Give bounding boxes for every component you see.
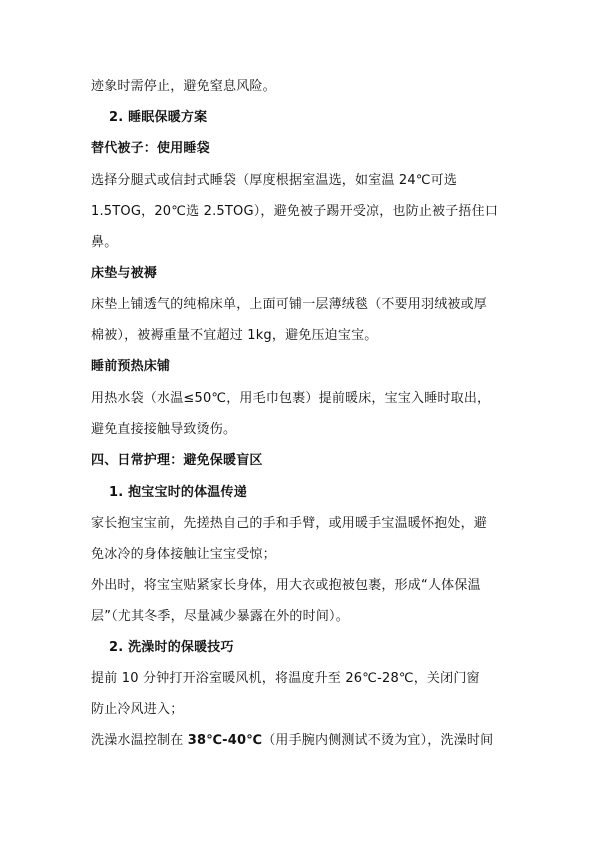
- section-heading: 2. 睡眠保暖方案: [109, 110, 208, 125]
- paragraph-line: [91, 733, 493, 749]
- section-heading: 1. 抱宝宝时的体温传递: [109, 485, 247, 500]
- section-heading: 四、日常护理：避免保暖盲区: [91, 453, 263, 468]
- text-run: （用手腕内侧测试不烫为宜），洗澡时间: [262, 733, 494, 748]
- paragraph-line: 家长抱宝宝前，先搓热自己的手和手臂，或用暖手宝温暖怀抱处，避: [91, 516, 488, 531]
- emphasized-temperature: 38℃-40℃: [187, 733, 263, 748]
- paragraph-line: 层”（尤其冬季，尽量减少暴露在外的时间）。: [91, 609, 349, 624]
- paragraph-line: 选择分腿式或信封式睡袋（厚度根据室温选，如室温 24℃可选: [91, 173, 458, 188]
- paragraph-line: 床垫上铺透气的纯棉床单，上面可铺一层薄绒毯（不要用羽绒被或厚: [91, 297, 488, 312]
- paragraph-line: 防止冷风进入；: [91, 702, 184, 717]
- paragraph-line: 棉被），被褥重量不宜超过 1kg，避免压迫宝宝。: [91, 328, 378, 343]
- paragraph-line: 鼻。: [91, 235, 118, 250]
- paragraph-line: 提前 10 分钟打开浴室暖风机，将温度升至 26℃-28℃，关闭门窗: [91, 671, 480, 686]
- subheading: 睡前预热床铺: [91, 359, 171, 374]
- paragraph-line: 迹象时需停止，避免窒息风险。: [91, 79, 276, 94]
- paragraph-line: 用热水袋（水温≤50℃，用毛巾包裹）提前暖床，宝宝入睡时取出，: [91, 391, 491, 406]
- paragraph-line: 1.5TOG，20℃选 2.5TOG），避免被子踢开受凉，也防止被子捂住口: [91, 204, 499, 219]
- text-run: 洗澡水温控制在: [91, 733, 188, 748]
- subheading: 床垫与被褥: [91, 266, 158, 281]
- paragraph-line: 外出时，将宝宝贴紧家长身体，用大衣或抱被包裹，形成“人体保温: [91, 578, 481, 593]
- paragraph-line: 避免直接接触导致烫伤。: [91, 422, 237, 437]
- section-heading: 2. 洗澡时的保暖技巧: [109, 640, 234, 655]
- paragraph-line: 免冰冷的身体接触让宝宝受惊；: [91, 547, 276, 562]
- subheading: 替代被子：使用睡袋: [91, 141, 210, 156]
